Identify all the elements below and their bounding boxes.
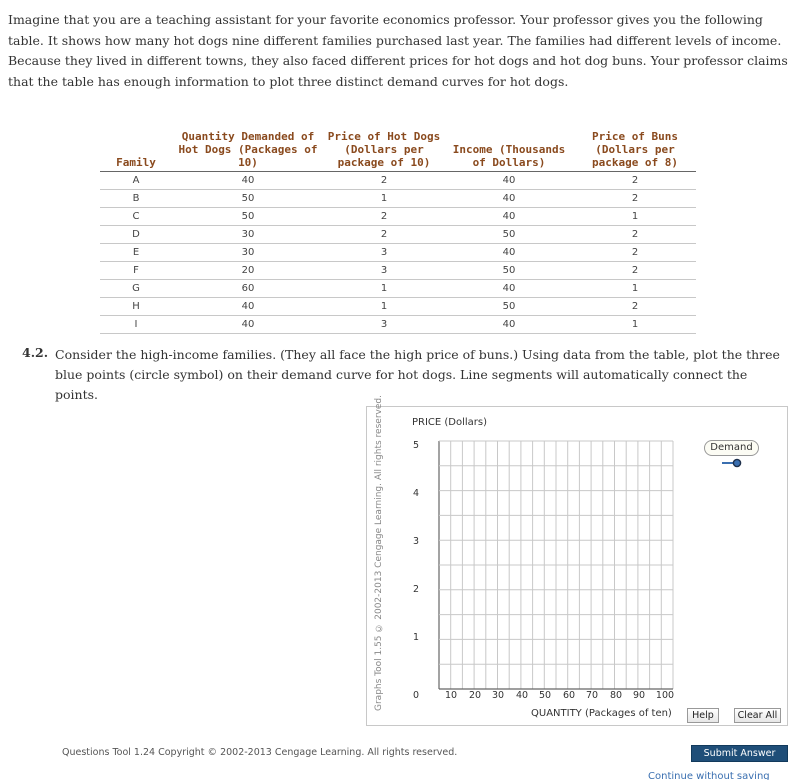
cell-buns: 2 xyxy=(574,172,696,190)
cell-buns: 2 xyxy=(574,262,696,280)
y-tick-label: 5 xyxy=(412,440,420,451)
cell-quantity: 50 xyxy=(172,208,324,226)
cell-price: 1 xyxy=(324,280,444,298)
demand-circle-marker-icon[interactable] xyxy=(721,457,743,469)
help-button[interactable]: Help xyxy=(687,708,719,723)
x-tick-label: 50 xyxy=(538,690,552,701)
cell-income: 40 xyxy=(444,208,574,226)
x-tick-label: 70 xyxy=(585,690,599,701)
cell-quantity: 40 xyxy=(172,316,324,334)
header-family: Family xyxy=(100,130,172,172)
cell-quantity: 30 xyxy=(172,226,324,244)
x-tick-label: 90 xyxy=(632,690,646,701)
x-tick-label: 60 xyxy=(562,690,576,701)
cell-income: 50 xyxy=(444,262,574,280)
questions-tool-copyright: Questions Tool 1.24 Copyright © 2002-2013 Cengage Learning. All rights reserved. xyxy=(62,747,458,758)
cell-family: B xyxy=(100,190,172,208)
table-row xyxy=(100,316,696,334)
table-row xyxy=(100,172,696,190)
x-tick-label: 80 xyxy=(609,690,623,701)
header-price-buns: Price of Buns (Dollars per package of 8) xyxy=(574,130,696,172)
x-tick-label: 10 xyxy=(444,690,458,701)
x-axis-label: QUANTITY (Packages of ten) xyxy=(531,708,672,719)
continue-link[interactable]: Continue without saving xyxy=(648,771,770,780)
cell-income: 40 xyxy=(444,280,574,298)
cell-price: 3 xyxy=(324,316,444,334)
cell-quantity: 40 xyxy=(172,172,324,190)
header-quantity: Quantity Demanded of Hot Dogs (Packages of 10) xyxy=(172,130,324,172)
table-row xyxy=(100,244,696,262)
y-tick-label: 2 xyxy=(412,584,420,595)
cell-quantity: 50 xyxy=(172,190,324,208)
cell-price: 1 xyxy=(324,298,444,316)
cell-price: 2 xyxy=(324,208,444,226)
cell-income: 40 xyxy=(444,190,574,208)
table-row xyxy=(100,190,696,208)
cell-quantity: 20 xyxy=(172,262,324,280)
cell-income: 50 xyxy=(444,298,574,316)
grid-lines xyxy=(439,441,673,689)
table-row xyxy=(100,280,696,298)
cell-price: 2 xyxy=(324,226,444,244)
cell-buns: 1 xyxy=(574,316,696,334)
cell-family: G xyxy=(100,280,172,298)
cell-income: 40 xyxy=(444,244,574,262)
x-tick-label: 20 xyxy=(468,690,482,701)
cell-family: A xyxy=(100,172,172,190)
intro-paragraph: Imagine that you are a teaching assistant for your favorite economics professor. Your professor gives you the following table. It shows how many hot dogs nine different families purchased last year. The families had different levels of income. Because they lived in different towns, they also faced different prices for hot dogs and hot dog buns. Your professor claims that the table has enough information to plot three distinct demand curves for hot dogs. xyxy=(8,12,788,89)
table-row xyxy=(100,298,696,316)
clear-all-button[interactable]: Clear All xyxy=(734,708,781,723)
cell-family: F xyxy=(100,262,172,280)
table-row xyxy=(100,208,696,226)
cell-buns: 2 xyxy=(574,226,696,244)
question-number: 4.2. xyxy=(22,345,49,360)
cell-price: 3 xyxy=(324,244,444,262)
cell-buns: 2 xyxy=(574,244,696,262)
y-tick-label: 3 xyxy=(412,536,420,547)
graph-tool xyxy=(366,395,788,726)
y-tick-label: 0 xyxy=(412,690,420,701)
cell-family: D xyxy=(100,226,172,244)
table-row xyxy=(100,226,696,244)
submit-answer-button[interactable]: Submit Answer xyxy=(691,745,788,762)
cell-income: 40 xyxy=(444,172,574,190)
cell-family: E xyxy=(100,244,172,262)
cell-buns: 2 xyxy=(574,298,696,316)
cell-price: 3 xyxy=(324,262,444,280)
cell-buns: 1 xyxy=(574,208,696,226)
cell-quantity: 60 xyxy=(172,280,324,298)
cell-income: 40 xyxy=(444,316,574,334)
header-income: Income (Thousands of Dollars) xyxy=(444,130,574,172)
cell-price: 1 xyxy=(324,190,444,208)
table-header-row xyxy=(100,130,696,172)
cell-family: H xyxy=(100,298,172,316)
table-row xyxy=(100,262,696,280)
cell-family: C xyxy=(100,208,172,226)
cell-price: 2 xyxy=(324,172,444,190)
cell-buns: 1 xyxy=(574,280,696,298)
cell-family: I xyxy=(100,316,172,334)
x-tick-label: 40 xyxy=(515,690,529,701)
cell-quantity: 40 xyxy=(172,298,324,316)
x-tick-label: 100 xyxy=(655,690,675,701)
cell-income: 50 xyxy=(444,226,574,244)
x-tick-label: 30 xyxy=(491,690,505,701)
cell-quantity: 30 xyxy=(172,244,324,262)
y-axis-label: PRICE (Dollars) xyxy=(412,417,488,428)
y-tick-label: 1 xyxy=(412,632,420,643)
y-tick-label: 4 xyxy=(412,488,420,499)
cell-buns: 2 xyxy=(574,190,696,208)
header-price-hot-dogs: Price of Hot Dogs (Dollars per package of 10) xyxy=(324,130,444,172)
data-table xyxy=(100,130,696,334)
question-text: Consider the high-income families. (They all face the high price of buns.) Using data from the table, plot the three blue points (circle symbol) on their demand curve for hot dogs. Line segments will automatically connect the points. xyxy=(55,347,780,402)
legend-demand-label[interactable]: Demand xyxy=(704,440,759,456)
graphs-tool-copyright: Graphs Tool 1.55 © 2002-2013 Cengage Learning. All rights reserved. xyxy=(374,395,384,711)
